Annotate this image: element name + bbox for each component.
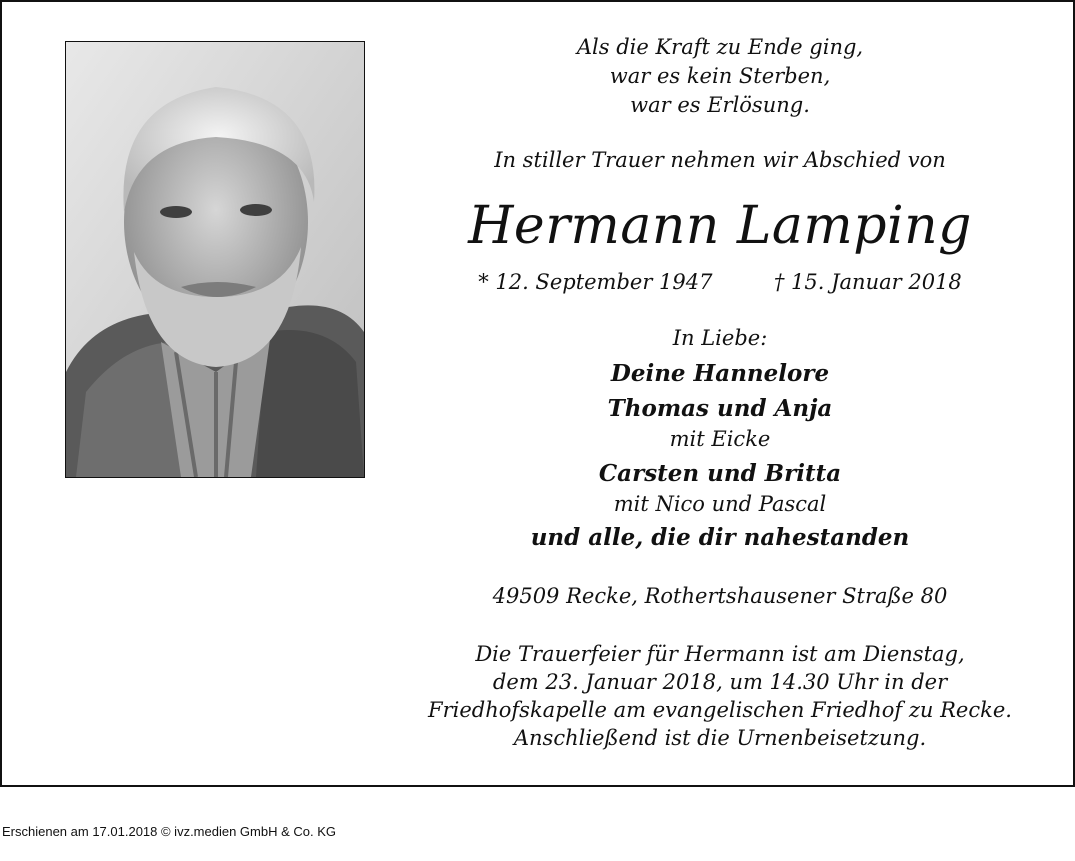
intro-text: In stiller Trauer nehmen wir Abschied von (494, 148, 946, 172)
love-heading: In Liebe: (672, 326, 768, 350)
mourner-sub: mit Eicke (669, 427, 771, 451)
service-line-1: Die Trauerfeier für Hermann ist am Dienstag, (475, 642, 965, 666)
service-line-2: dem 23. Januar 2018, um 14.30 Uhr in der (492, 670, 948, 694)
life-dates (420, 270, 1020, 294)
publication-footer: Erschienen am 17.01.2018 © ivz.medien GmbH & Co. KG (2, 824, 337, 839)
address: 49509 Recke, Rothertshausener Straße 80 (492, 584, 948, 608)
portrait-image (66, 42, 364, 477)
service-line-3: Friedhofskapelle am evangelischen Friedhof zu Recke. (428, 698, 1012, 722)
portrait-photo (65, 41, 365, 478)
deceased-name: Hermann Lamping (468, 196, 972, 256)
service-line-4: Anschließend ist die Urnenbeisetzung. (513, 726, 927, 750)
mourner-name: Deine Hannelore (610, 360, 830, 387)
birth-date: * 12. September 1947 (478, 270, 713, 294)
quote-line-1: Als die Kraft zu Ende ging, (576, 35, 864, 59)
mourner-name: Thomas und Anja (607, 395, 833, 422)
mourner-name: und alle, die dir nahestanden (530, 524, 910, 551)
quote-line-3: war es Erlösung. (630, 93, 810, 117)
mourner-name: Carsten und Britta (598, 460, 842, 487)
quote-line-2: war es kein Sterben, (609, 64, 831, 88)
death-date: † 15. Januar 2018 (773, 270, 962, 294)
mourner-sub: mit Nico und Pascal (613, 492, 827, 516)
